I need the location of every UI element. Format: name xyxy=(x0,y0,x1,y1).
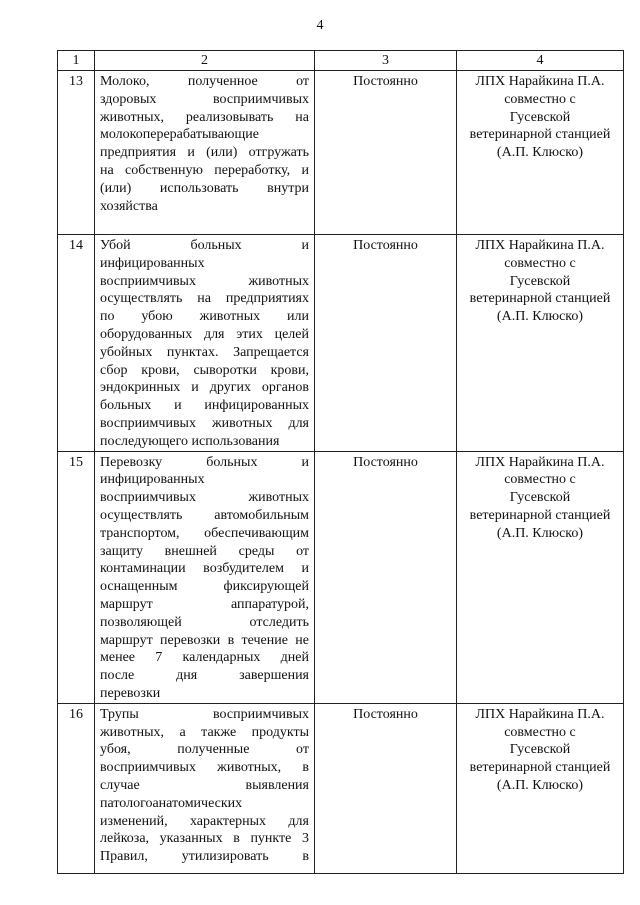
description-line: маршрут аппаратурой, xyxy=(100,596,309,612)
row-responsible xyxy=(457,71,624,235)
description-line: последующего использования xyxy=(100,433,280,449)
table-row xyxy=(58,451,624,703)
description-line: животных, реализовывать на xyxy=(100,109,309,125)
description-line: восприимчивых животных xyxy=(100,490,309,506)
responsible-line: ветеринарной станцией xyxy=(469,127,611,143)
description-line: Молоко, полученное от xyxy=(100,74,309,89)
table-row xyxy=(58,703,624,873)
row-description xyxy=(95,71,315,235)
description-line: молокоперерабатывающие xyxy=(100,127,259,143)
header-cell-2: 2 xyxy=(95,51,315,71)
description-line: хозяйства xyxy=(100,198,158,214)
description-line: транспортом, обеспечивающим xyxy=(100,525,309,541)
description-line: перевозки xyxy=(100,685,161,701)
responsible-line: совместно с xyxy=(504,91,576,107)
table-row xyxy=(58,71,624,235)
responsible-line: совместно с xyxy=(504,255,576,271)
responsible-line: ЛПХ Нарайкина П.А. xyxy=(475,238,605,253)
header-cell-3: 3 xyxy=(315,51,457,71)
description-line: лейкоза, указанных в пункте 3 xyxy=(100,831,309,847)
description-line: восприимчивых животных xyxy=(100,273,309,289)
header-cell-4: 4 xyxy=(457,51,624,71)
description-line: Перевозку больных и xyxy=(100,454,309,470)
row-period: Постоянно xyxy=(315,235,457,452)
responsible-line: ветеринарной станцией xyxy=(469,760,611,776)
responsible-line: совместно с xyxy=(504,472,576,488)
responsible-line: Гусевской xyxy=(509,273,571,289)
responsible-line: ЛПХ Нарайкина П.А. xyxy=(475,74,605,89)
description-line: Убой больных и xyxy=(100,238,309,253)
description-line: предприятия и (или) отгружать xyxy=(100,145,309,161)
row-number: 15 xyxy=(58,451,95,703)
description-line: менее 7 календарных дней xyxy=(100,650,309,666)
row-period: Постоянно xyxy=(315,71,457,235)
description-line: маршрут перевозки в течение не xyxy=(100,632,309,648)
responsible-line: ЛПХ Нарайкина П.А. xyxy=(475,706,605,722)
table-row xyxy=(58,235,624,452)
responsible-line: Гусевской xyxy=(509,742,571,758)
description-line: на собственную переработку, и xyxy=(100,162,309,178)
responsible-line: Гусевской xyxy=(509,490,571,506)
description-line: эндокринных и других органов xyxy=(100,380,309,396)
row-period: Постоянно xyxy=(315,451,457,703)
description-line: защиту внешней среды от xyxy=(100,543,309,559)
description-line: изменений, характерных для xyxy=(100,813,309,829)
description-line: инфицированных xyxy=(100,472,205,488)
description-line: восприимчивых животных, в xyxy=(100,760,309,776)
description-line: патологоанатомических xyxy=(100,795,243,811)
responsible-line: (А.П. Клюско) xyxy=(496,777,584,793)
row-period: Постоянно xyxy=(315,703,457,873)
description-line: Трупы восприимчивых xyxy=(100,706,309,722)
description-line: позволяющей отследить xyxy=(100,614,309,630)
description-line: животных, а также продукты xyxy=(100,724,309,740)
row-description xyxy=(95,451,315,703)
responsible-line: ЛПХ Нарайкина П.А. xyxy=(475,454,605,470)
description-line: случае выявления xyxy=(100,777,309,793)
measures-table xyxy=(57,50,624,874)
responsible-line: совместно с xyxy=(504,724,576,740)
table-header-row xyxy=(58,51,624,71)
description-line: осуществлять автомобильным xyxy=(100,507,309,523)
description-line: после дня завершения xyxy=(100,668,309,684)
row-number: 14 xyxy=(58,235,95,452)
description-line: сбор крови, сыворотки крови, xyxy=(100,362,309,378)
header-cell-1: 1 xyxy=(58,51,95,71)
description-line: больных и инфицированных xyxy=(100,398,309,414)
description-line: убойных пунктах. Запрещается xyxy=(100,344,309,360)
description-line: убоя, полученные от xyxy=(100,742,309,758)
responsible-line: (А.П. Клюско) xyxy=(496,145,584,161)
responsible-line: ветеринарной станцией xyxy=(469,291,611,307)
description-line: по убою животных или xyxy=(100,309,309,325)
responsible-line: (А.П. Клюско) xyxy=(496,309,584,325)
responsible-line: (А.П. Клюско) xyxy=(496,525,584,541)
row-description xyxy=(95,703,315,873)
description-line: осуществлять на предприятиях xyxy=(100,291,309,307)
responsible-line: Гусевской xyxy=(509,109,571,125)
description-line: восприимчивых животных для xyxy=(100,415,309,431)
description-line: оснащенным фиксирующей xyxy=(100,579,309,595)
description-line: контаминации возбудителем и xyxy=(100,561,309,577)
row-number: 16 xyxy=(58,703,95,873)
description-line: (или) использовать внутри xyxy=(100,180,309,196)
description-line: здоровых восприимчивых xyxy=(100,91,309,107)
description-line: оборудованных для этих целей xyxy=(100,326,309,342)
description-line: инфицированных xyxy=(100,255,205,271)
row-responsible xyxy=(457,703,624,873)
description-line: Правил, утилизировать в xyxy=(100,849,309,865)
page-number: 4 xyxy=(316,18,324,33)
row-number: 13 xyxy=(58,71,95,235)
responsible-line: ветеринарной станцией xyxy=(469,507,611,523)
row-responsible xyxy=(457,451,624,703)
row-responsible xyxy=(457,235,624,452)
row-description xyxy=(95,235,315,452)
